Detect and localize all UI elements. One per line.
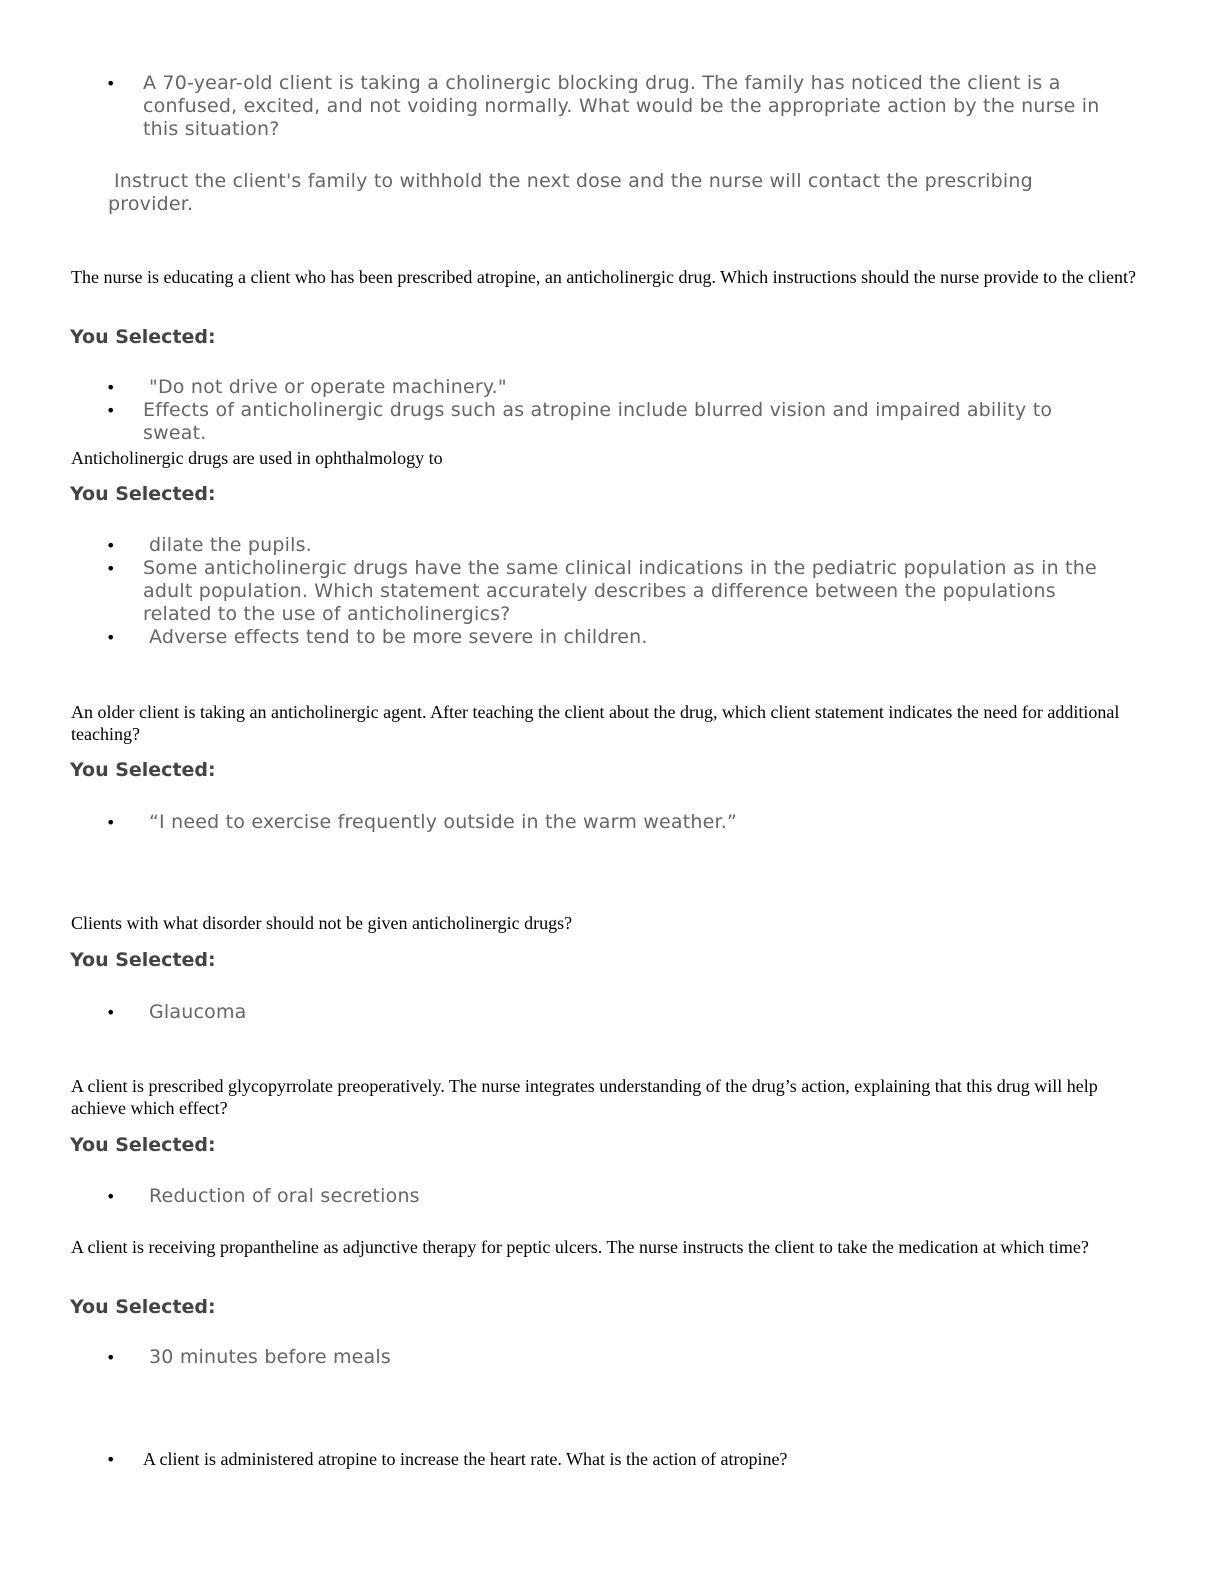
bullet-icon: •	[106, 378, 116, 397]
rationale-text: Effects of anticholinergic drugs such as atropine include blurred vision and impaired ability to sweat.	[143, 399, 1053, 444]
you-selected-heading: You Selected:	[70, 483, 216, 505]
answer-text: “I need to exercise frequently outside in the warm weather.”	[149, 811, 738, 833]
bullet-icon: •	[106, 1450, 116, 1469]
question-text: Some anticholinergic drugs have the same clinical indications in the pediatric population as in the adult population. Which statement accurately describes a difference between the populations related to the use of anticholinergics?	[143, 557, 1097, 625]
question-text: Anticholinergic drugs are used in ophthalmology to	[71, 448, 443, 468]
bullet-icon: •	[106, 628, 116, 647]
answer-text: Instruct the client's family to withhold the next dose and the nurse will contact the prescribing provider.	[108, 170, 1033, 215]
answer-text: "Do not drive or operate machinery."	[149, 376, 507, 398]
you-selected-heading: You Selected:	[70, 326, 216, 348]
bullet-icon: •	[106, 559, 116, 578]
bullet-icon: •	[106, 1348, 116, 1367]
bullet-icon: •	[106, 1003, 116, 1022]
you-selected-heading: You Selected:	[70, 1134, 216, 1156]
question-text: A client is prescribed glycopyrrolate preoperatively. The nurse integrates understanding of the drug’s action, explaining that this drug will help achieve which effect?	[71, 1076, 1098, 1118]
question-text: An older client is taking an anticholinergic agent. After teaching the client about the drug, which client statement indicates the need for additional teaching?	[71, 702, 1120, 744]
bullet-icon: •	[106, 1187, 116, 1206]
you-selected-heading: You Selected:	[70, 1296, 216, 1318]
you-selected-heading: You Selected:	[70, 949, 216, 971]
bullet-icon: •	[106, 401, 116, 420]
bullet-icon: •	[106, 536, 116, 555]
bullet-icon: •	[106, 74, 116, 93]
answer-text: Glaucoma	[149, 1001, 247, 1023]
question-text: Clients with what disorder should not be given anticholinergic drugs?	[71, 913, 573, 933]
answer-text: Reduction of oral secretions	[149, 1185, 420, 1207]
question-text: A 70-year-old client is taking a cholinergic blocking drug. The family has noticed the client is a confused, excited, and not voiding normally. What would be the appropriate action by the nurse in this situation?	[143, 72, 1100, 140]
question-text: The nurse is educating a client who has been prescribed atropine, an anticholinergic drug. Which instructions should the nurse provide to the client?	[71, 267, 1137, 287]
answer-text: Adverse effects tend to be more severe in children.	[149, 626, 648, 648]
bullet-icon: •	[106, 813, 116, 832]
answer-text: dilate the pupils.	[149, 534, 312, 556]
you-selected-heading: You Selected:	[70, 759, 216, 781]
question-text: A client is receiving propantheline as adjunctive therapy for peptic ulcers. The nurse instructs the client to take the medication at which time?	[71, 1237, 1089, 1257]
answer-text: 30 minutes before meals	[149, 1346, 391, 1368]
question-text: A client is administered atropine to increase the heart rate. What is the action of atropine?	[143, 1449, 788, 1469]
